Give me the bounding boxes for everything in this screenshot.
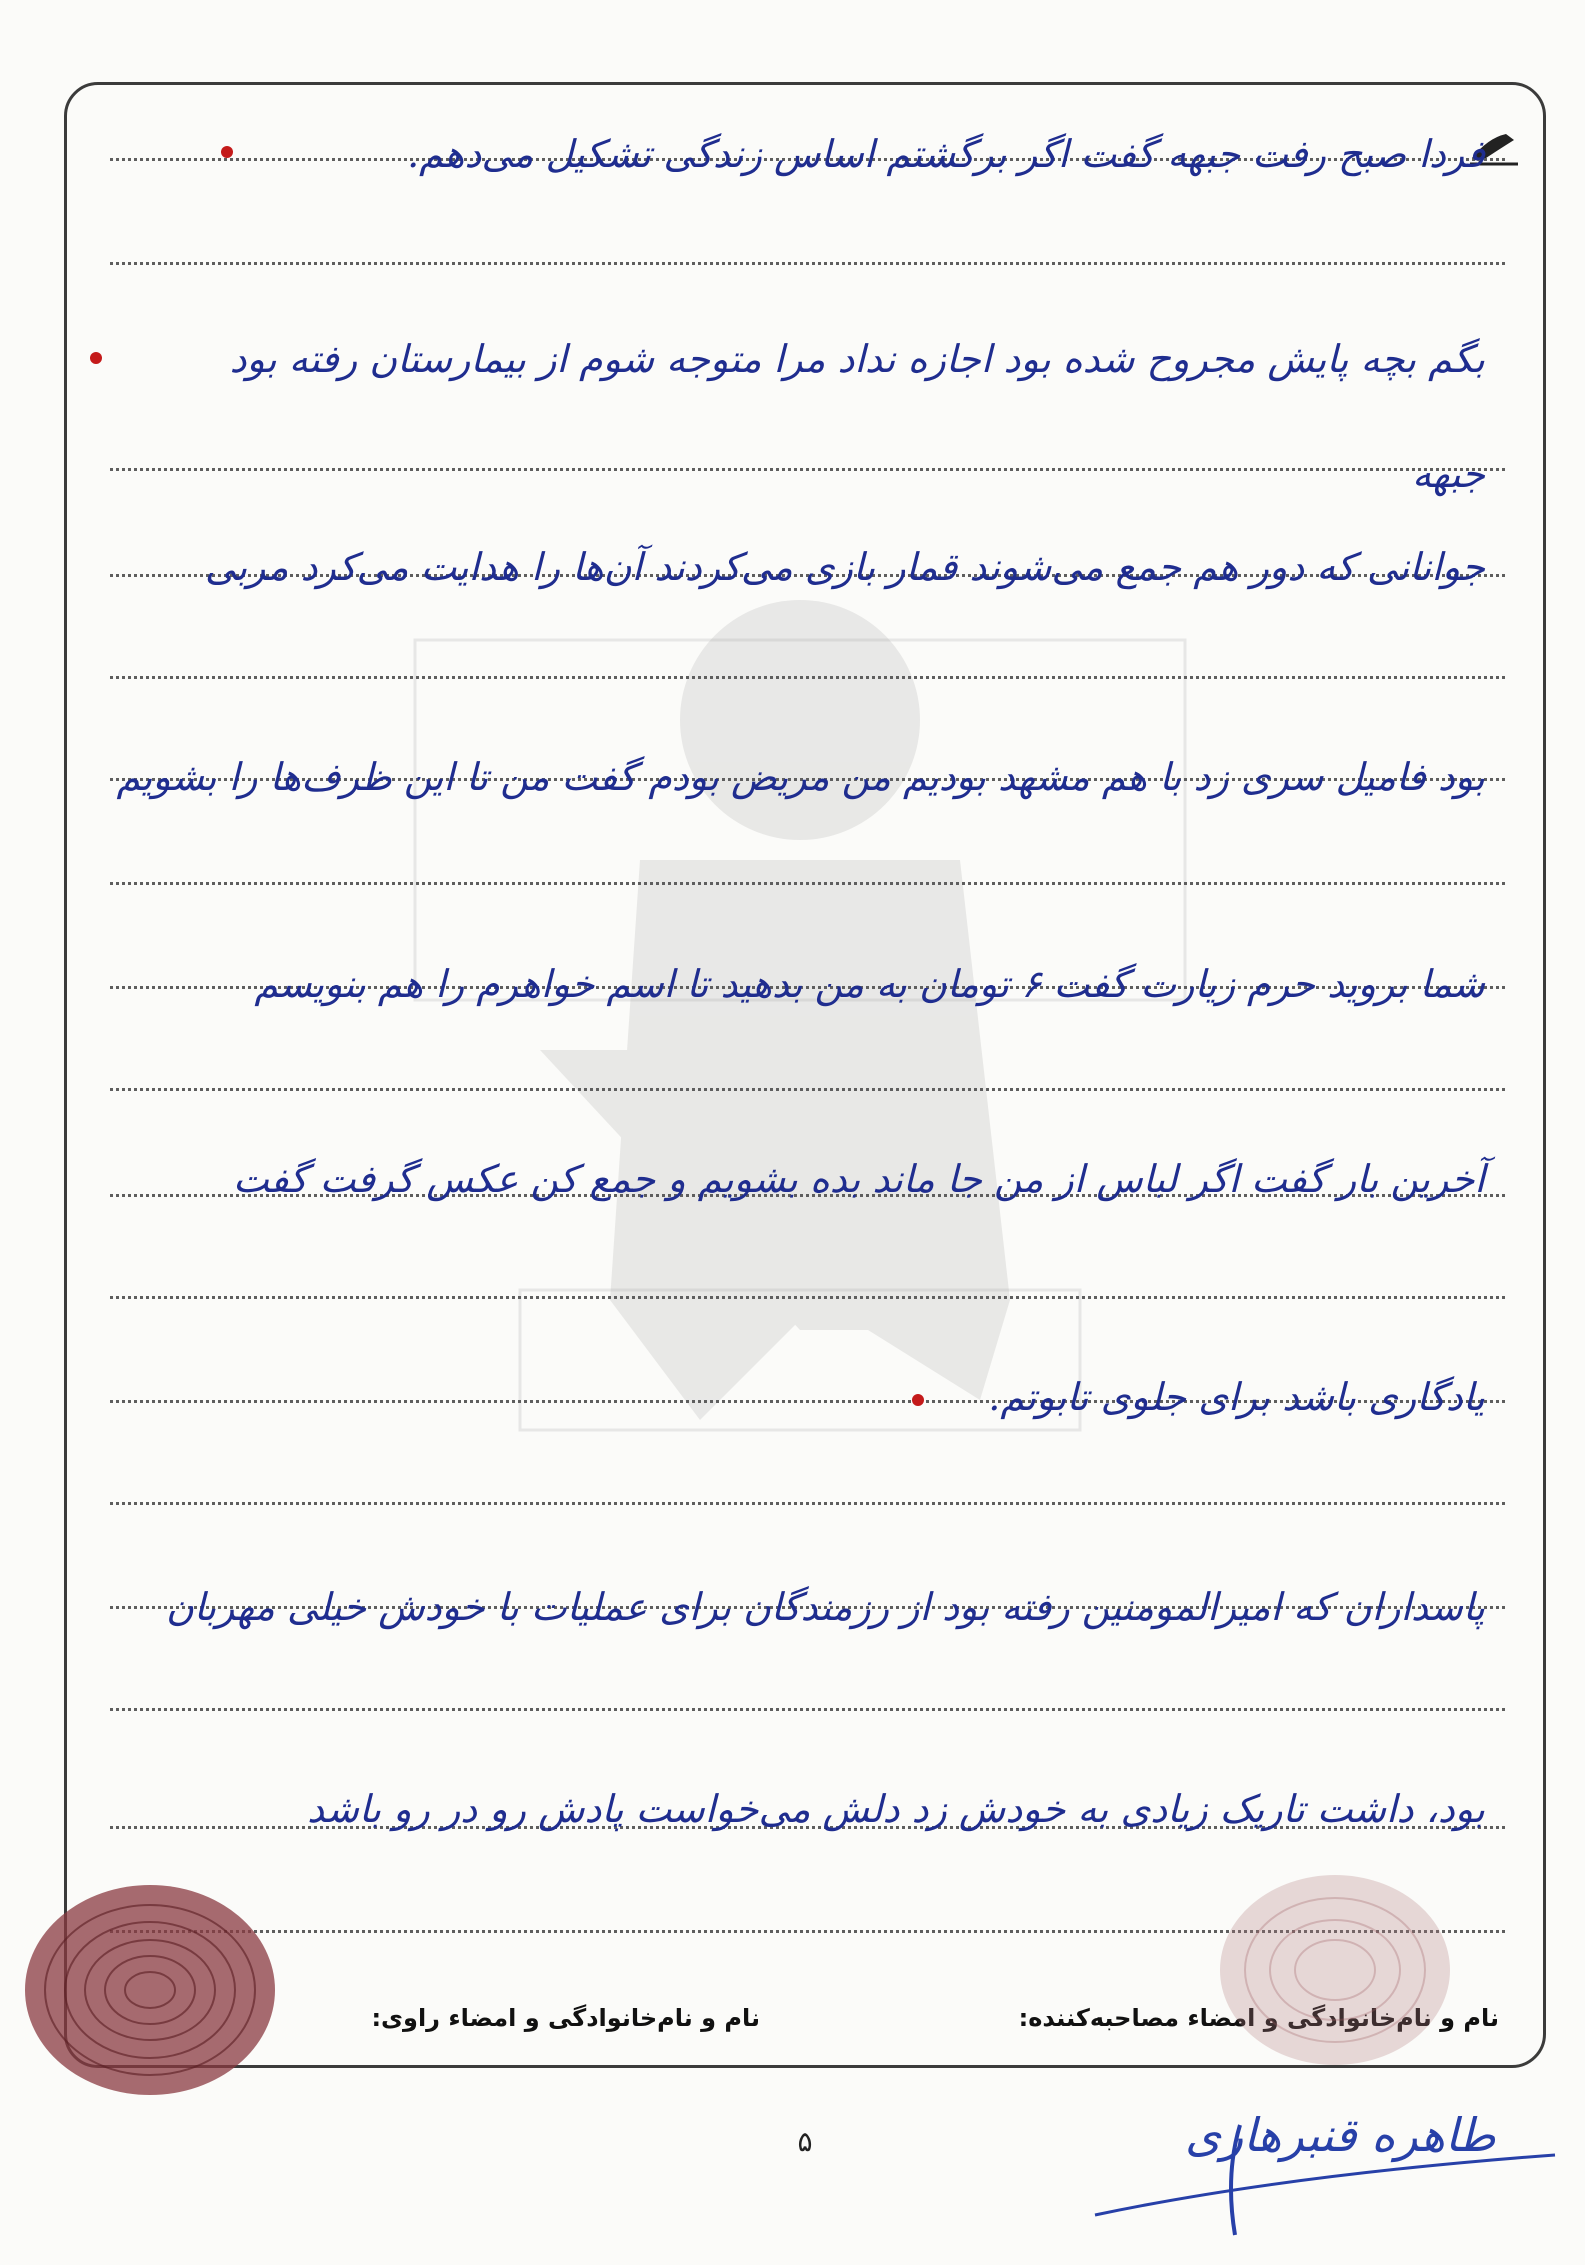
handwritten-line-8: یادگاری باشد برای جلوی تابوتم.: [988, 1375, 1485, 1419]
red-dot: [90, 352, 102, 364]
handwritten-line-6: شما بروید حرم زیارت گفت ۶ تومان به من بدهید تا اسم خواهرم را هم بنویسم: [254, 962, 1485, 1006]
page-number: ۵: [797, 2125, 813, 2158]
handwritten-line-9: پاسداران که امیرالمومنین رفته بود از رزمندگان برای عملیات با خودش خیلی مهربان: [165, 1585, 1485, 1629]
signature-name: طاهره قنبرهاری: [1185, 2108, 1496, 2162]
handwritten-line-10: بود، داشت تاریک زیادی به خودش زد دلش می‌خواست پادش رو در رو باشد: [307, 1787, 1485, 1831]
red-dot: [912, 1394, 924, 1406]
fingerprint-left: [10, 1865, 290, 2115]
fingerprint-right: [1205, 1855, 1465, 2085]
interviewer-label: نام و نام‌خانوادگی و امضاء مصاحبه‌کننده:: [1018, 2004, 1499, 2032]
handwritten-line-1: فردا صبح رفت جبهه گفت اگر برگشتم اساس زندگی تشکیل می‌دهم.: [407, 132, 1485, 176]
handwritten-line-7: آخرین بار گفت اگر لباس از من جا ماند بده بشویم و جمع کن عکس گرفت گفت: [233, 1157, 1485, 1201]
handwritten-line-5: بود فامیل سری زد با هم مشهد بودیم من مریض بودم گفت من تا این ظرف‌ها را بشویم: [116, 755, 1485, 799]
handwritten-line-4: جوانانی که دور هم جمع می‌شوند قمار بازی می‌کردند آن‌ها را هدایت می‌کرد مربی: [204, 545, 1485, 589]
red-dot: [221, 146, 233, 158]
handwritten-line-3: جبهه: [1412, 452, 1485, 496]
handwritten-line-2: بگم بچه پایش مجروح شده بود اجازه نداد مرا متوجه شوم از بیمارستان رفته بود: [229, 337, 1485, 381]
narrator-label: نام و نام‌خانوادگی و امضاء راوی:: [371, 2004, 760, 2032]
